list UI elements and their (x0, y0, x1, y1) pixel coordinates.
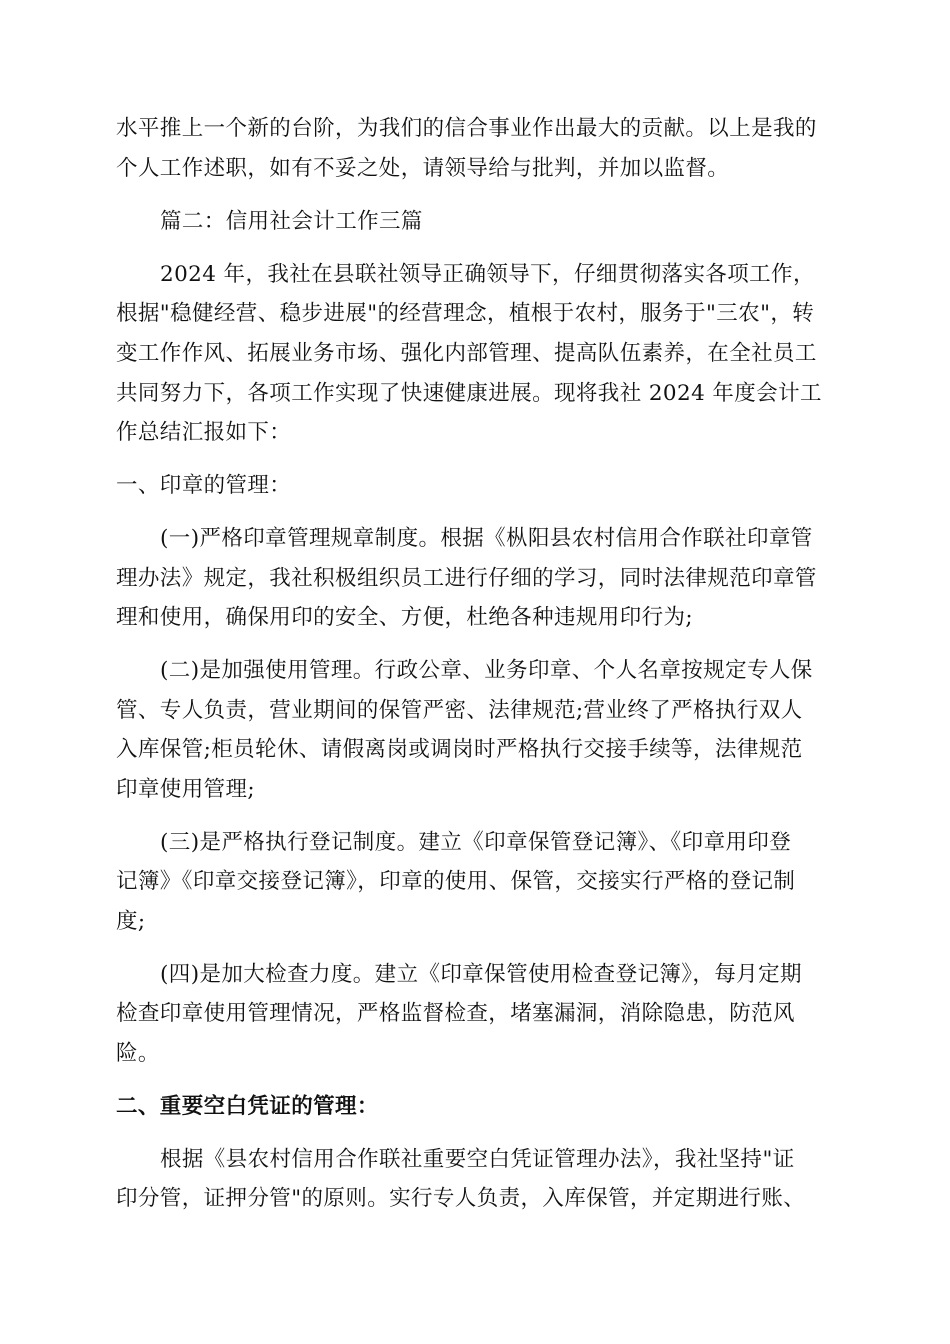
text-line: 作总结汇报如下： (116, 420, 292, 445)
text-line: 理办法》规定，我社积极组织员工进行仔细的学习，同时法律规范印章管 (116, 566, 817, 591)
text-line: 个人工作述职，如有不妥之处，请领导给与批判，并加以监督。 (116, 156, 730, 181)
text-line: 根据"稳健经营、稳步进展"的经营理念，植根于农村，服务于"三农"，转 (116, 301, 815, 326)
text-line: (二)是加强使用管理。行政公章、业务印章、个人名章按规定专人保 (160, 658, 813, 683)
section-heading: 一、印章的管理： (116, 473, 292, 498)
text-line: 变工作作风、拓展业务市场、强化内部管理、提高队伍素养，在全社员工 (116, 341, 817, 366)
text-line: 印分管，证押分管"的原则。实行专人负责，入库保管，并定期进行账、 (116, 1186, 806, 1211)
text-line: 水平推上一个新的台阶，为我们的信合事业作出最大的贡献。以上是我的 (116, 116, 817, 141)
text-line: (四)是加大检查力度。建立《印章保管使用检查登记簿》，每月定期 (160, 962, 802, 987)
section-heading: 篇二：信用社会计工作三篇 (160, 209, 423, 234)
text-line: 理和使用，确保用印的安全、方便，杜绝各种违规用印行为; (116, 605, 694, 630)
text-line: 险。 (116, 1041, 160, 1066)
text-line: 记簿》《印章交接登记簿》，印章的使用、保管，交接实行严格的登记制 (116, 869, 796, 894)
text-line: (三)是严格执行登记制度。建立《印章保管登记簿》、《印章用印登 (160, 830, 792, 855)
text-line: 印章使用管理; (116, 777, 256, 802)
text-line: 管、专人负责，营业期间的保管严密、法律规范;营业终了严格执行双人 (116, 698, 803, 723)
text-line: (一)严格印章管理规章制度。根据《枞阳县农村信用合作联社印章管 (160, 526, 813, 551)
text-line: 根据《县农村信用合作联社重要空白凭证管理办法》，我社坚持"证 (160, 1147, 795, 1172)
text-line: 检查印章使用管理情况，严格监督检查，堵塞漏洞，消除隐患，防范风 (116, 1001, 795, 1026)
text-line: 入库保管;柜员轮休、请假离岗或调岗时严格执行交接手续等，法律规范 (116, 737, 803, 762)
text-line: 共同努力下，各项工作实现了快速健康进展。现将我社 2024 年度会计工 (116, 381, 822, 406)
text-line: 2024 年，我社在县联社领导正确领导下，仔细贯彻落实各项工作， (160, 262, 815, 287)
text-line: 度; (116, 909, 146, 934)
section-heading: 二、重要空白凭证的管理： (116, 1094, 379, 1119)
